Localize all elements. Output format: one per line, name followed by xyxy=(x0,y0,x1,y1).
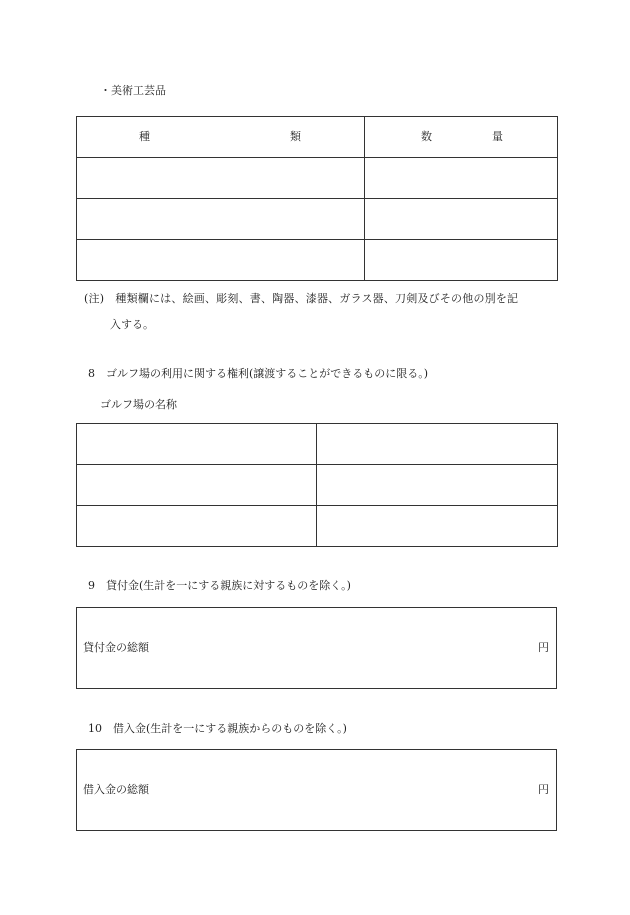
debt-total-label: 借入金の総額 xyxy=(83,783,149,796)
art-header-qty-char-2: 量 xyxy=(492,130,503,143)
art-header-kind-char-2: 類 xyxy=(290,130,301,143)
golf-heading: 8 ゴルフ場の利用に関する権利(譲渡することができるものに限る。) xyxy=(88,367,429,380)
table-row xyxy=(77,199,558,240)
art-table-header-row xyxy=(77,117,558,158)
art-table xyxy=(76,116,558,281)
art-header-qty-char-1: 数 xyxy=(421,130,432,143)
golf-subheading: ゴルフ場の名称 xyxy=(100,398,177,411)
table-row xyxy=(77,240,558,281)
golf-table xyxy=(76,423,558,547)
loan-unit: 円 xyxy=(538,641,549,654)
golf-name-cell[interactable] xyxy=(77,506,317,547)
art-quantity-cell[interactable] xyxy=(365,199,558,240)
debt-heading: 10 借入金(生計を一にする親族からのものを除く。) xyxy=(88,722,347,735)
golf-name-cell[interactable] xyxy=(77,424,317,465)
table-row xyxy=(77,424,558,465)
art-quantity-cell[interactable] xyxy=(365,158,558,199)
art-quantity-cell[interactable] xyxy=(365,240,558,281)
golf-detail-cell[interactable] xyxy=(317,424,558,465)
loan-heading: 9 貸付金(生計を一にする親族に対するものを除く。) xyxy=(88,579,351,592)
art-heading: ・美術工芸品 xyxy=(100,84,166,97)
loan-total-label: 貸付金の総額 xyxy=(83,641,149,654)
art-kind-cell[interactable] xyxy=(77,199,365,240)
table-row xyxy=(77,465,558,506)
art-header-quantity xyxy=(365,117,558,158)
golf-name-cell[interactable] xyxy=(77,465,317,506)
art-kind-cell[interactable] xyxy=(77,240,365,281)
art-note-line-1: (注) 種類欄には、絵画、彫刻、書、陶器、漆器、ガラス器、刀剣及びその他の別を記 xyxy=(84,292,519,305)
art-header-kind xyxy=(77,117,365,158)
golf-detail-cell[interactable] xyxy=(317,465,558,506)
table-row xyxy=(77,158,558,199)
art-header-kind-char-1: 種 xyxy=(139,130,150,143)
art-note-line-2: 入する。 xyxy=(110,318,154,331)
loan-amount-box[interactable] xyxy=(76,607,557,689)
table-row xyxy=(77,506,558,547)
art-kind-cell[interactable] xyxy=(77,158,365,199)
debt-unit: 円 xyxy=(538,783,549,796)
debt-amount-box[interactable] xyxy=(76,749,557,831)
golf-detail-cell[interactable] xyxy=(317,506,558,547)
